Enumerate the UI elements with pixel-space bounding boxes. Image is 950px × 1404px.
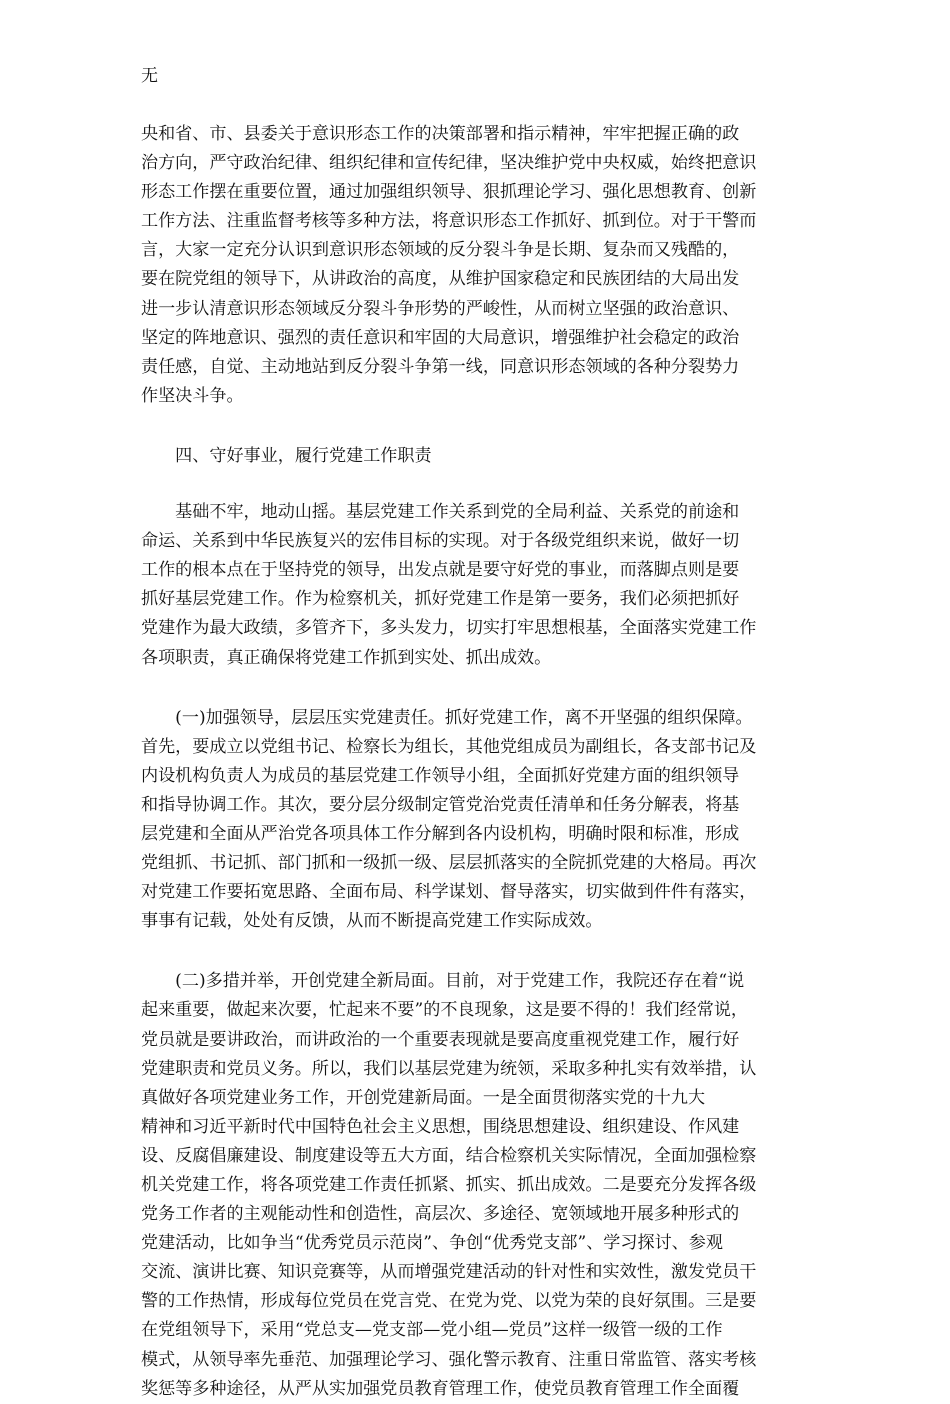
document-body xyxy=(141,120,809,1404)
text-line: 工作的根本点在于坚持党的领导，出发点就是要守好党的事业，而落脚点则是要 xyxy=(141,560,740,581)
text-line: 四、守好事业，履行党建工作职责 xyxy=(141,445,432,466)
text-line: 警的工作热情，形成每位党员在党言党、在党为党、以党为荣的良好氛围。三是要 xyxy=(141,1291,757,1312)
text-line: 层党建和全面从严治党各项具体工作分解到各内设机构，明确时限和标准，形成 xyxy=(141,823,740,844)
text-line: 党建作为最大政绩，多管齐下，多头发力，切实打牢思想根基，全面落实党建工作 xyxy=(141,618,757,639)
text-line: 奖惩等多种途径，从严从实加强党员教育管理工作，使党员教育管理工作全面覆 xyxy=(141,1378,740,1399)
text-line: 要在院党组的领导下，从讲政治的高度，从维护国家稳定和民族团结的大局出发 xyxy=(141,269,740,290)
page-header: 无 xyxy=(141,66,158,86)
text-line: 模式，从领导率先垂范、加强理论学习、强化警示教育、注重日常监管、落实考核 xyxy=(141,1349,757,1370)
text-line: 言，大家一定充分认识到意识形态领域的反分裂斗争是长期、复杂而又残酷的， xyxy=(141,240,740,261)
section-heading-4 xyxy=(141,442,809,471)
text-line: 在党组领导下，采用“党总支—党支部—党小组—党员”这样一级管一级的工作 xyxy=(141,1320,723,1341)
paragraph-leadership xyxy=(141,704,809,937)
text-line: 抓好基层党建工作。作为检察机关，抓好党建工作是第一要务，我们必须把抓好 xyxy=(141,589,740,610)
text-line: 工作方法、注重监督考核等多种方法，将意识形态工作抓好、抓到位。对于干警而 xyxy=(141,211,757,232)
text-line: (二)多措并举，开创党建全新局面。目前，对于党建工作，我院还存在着“说 xyxy=(141,971,745,992)
text-line: 内设机构负责人为成员的基层党建工作领导小组，全面抓好党建方面的组织领导 xyxy=(141,765,740,786)
paragraph-spacer xyxy=(141,471,809,498)
text-line: 真做好各项党建业务工作，开创党建新局面。一是全面贯彻落实党的十九大 xyxy=(141,1087,706,1108)
text-line: 机关党建工作，将各项党建工作责任抓紧、抓实、抓出成效。二是要充分发挥各级 xyxy=(141,1175,757,1195)
text-line: 和指导协调工作。其次，要分层分级制定管党治党责任清单和任务分解表，将基 xyxy=(141,794,740,815)
text-line: 首先，要成立以党组书记、检察长为组长，其他党组成员为副组长，各支部书记及 xyxy=(141,736,757,757)
text-line: 基础不牢，地动山摇。基层党建工作关系到党的全局利益、关系党的前途和 xyxy=(141,502,740,523)
text-line: 央和省、市、县委关于意识形态工作的决策部署和指示精神，牢牢把握正确的政 xyxy=(141,124,740,144)
text-line: 责任感，自觉、主动地站到反分裂斗争第一线，同意识形态领域的各种分裂势力 xyxy=(141,356,740,377)
text-line: 各项职责，真正确保将党建工作抓到实处、抓出成效。 xyxy=(141,647,552,668)
text-line: 坚定的阵地意识、强烈的责任意识和牢固的大局意识，增强维护社会稳定的政治 xyxy=(141,327,740,348)
paragraph-spacer xyxy=(141,936,809,967)
text-line: 治方向，严守政治纪律、组织纪律和宣传纪律，坚决维护党中央权威，始终把意识 xyxy=(141,153,757,174)
text-line: 作坚决斗争。 xyxy=(141,385,244,406)
text-line: (一)加强领导，层层压实党建责任。抓好党建工作，离不开坚强的组织保障。 xyxy=(141,707,753,728)
text-line: 形态工作摆在重要位置，通过加强组织领导、狠抓理论学习、强化思想教育、创新 xyxy=(141,182,757,203)
text-line: 党组抓、书记抓、部门抓和一级抓一级、层层抓落实的全院抓党建的大格局。再次 xyxy=(141,853,757,874)
text-line: 命运、关系到中华民族复兴的宏伟目标的实现。对于各级党组织来说，做好一切 xyxy=(141,531,740,552)
text-line: 党建活动，比如争当“优秀党员示范岗”、争创“优秀党支部”、学习探讨、参观 xyxy=(141,1233,723,1254)
text-line: 党建职责和党员义务。所以，我们以基层党建为统领，采取多种扎实有效举措，认 xyxy=(141,1058,757,1079)
text-line: 交流、演讲比赛、知识竞赛等，从而增强党建活动的针对性和实效性，激发党员干 xyxy=(141,1262,757,1283)
paragraph-spacer xyxy=(141,411,809,442)
text-line: 党务工作者的主观能动性和创造性，高层次、多途径、宽领域地开展多种形式的 xyxy=(141,1204,740,1225)
paragraph-foundation xyxy=(141,498,809,673)
text-line: 对党建工作要拓宽思路、全面布局、科学谋划、督导落实，切实做到件件有落实， xyxy=(141,882,757,903)
paragraph-spacer xyxy=(141,673,809,704)
text-line: 进一步认清意识形态领域反分裂斗争形势的严峻性，从而树立坚强的政治意识、 xyxy=(141,298,740,319)
text-line: 党员就是要讲政治，而讲政治的一个重要表现就是要高度重视党建工作，履行好 xyxy=(141,1029,740,1050)
text-line: 起来重要，做起来次要，忙起来不要”的不良现象，这是要不得的！我们经常说， xyxy=(141,1000,749,1021)
paragraph-measures xyxy=(141,967,809,1403)
text-line: 精神和习近平新时代中国特色社会主义思想，围绕思想建设、组织建设、作风建 xyxy=(141,1116,740,1137)
text-line: 设、反腐倡廉建设、制度建设等五大方面，结合检察机关实际情况，全面加强检察 xyxy=(141,1145,757,1166)
text-line: 事事有记载，处处有反馈，从而不断提高党建工作实际成效。 xyxy=(141,911,603,932)
paragraph-ideology xyxy=(141,120,809,411)
